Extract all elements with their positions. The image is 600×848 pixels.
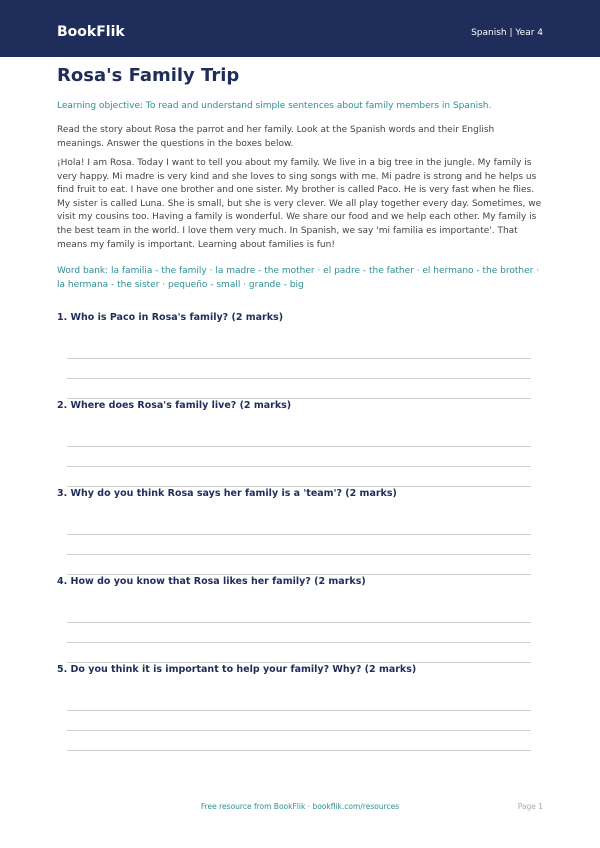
answer-line[interactable] <box>67 486 531 487</box>
header-bar <box>0 0 600 57</box>
learning-objective: Learning objective: To read and understand simple sentences about family members in Spanish. <box>57 101 492 111</box>
answer-line[interactable] <box>67 730 531 731</box>
question-text: 2. Where does Rosa's family live? (2 marks) <box>57 400 292 411</box>
question-2 <box>57 400 543 412</box>
answer-line[interactable] <box>67 710 531 711</box>
word-bank: Word bank: la familia - the family · la madre - the mother · el padre - the father · el hermano - the brother · la hermana - the sister · pequeño - small · grande - big <box>57 266 540 290</box>
answer-line[interactable] <box>67 642 531 643</box>
story-text: ¡Hola! I am Rosa. Today I want to tell you about my family. We live in a big tree in the jungle. My family is very happy. Mi madre is very kind and she loves to sing songs with me. Mi padre is strong and he helps us find fruit to eat. I have one brother and one sister. My brother is called Paco. He is very fast when he flies. My sister is called Luna. She is small, but she is very clever. We all play together every day. Sometimes, we visit my cousins too. Having a family is wonderful. We share our food and we help each other. My family is the best team in the world. I love them very much. In Spanish, we say 'mi familia es importante'. That means my family is important. Learning about families is fun! <box>57 158 542 250</box>
question-3 <box>57 488 543 500</box>
answer-line[interactable] <box>67 662 531 663</box>
answer-line[interactable] <box>67 446 531 447</box>
answer-line[interactable] <box>67 622 531 623</box>
answer-line[interactable] <box>67 398 531 399</box>
answer-line[interactable] <box>67 750 531 751</box>
page-number: Page 1 <box>517 802 543 811</box>
answer-line[interactable] <box>67 554 531 555</box>
page-title: Rosa's Family Trip <box>57 65 240 86</box>
question-1 <box>57 312 543 324</box>
answer-line[interactable] <box>67 358 531 359</box>
answer-line[interactable] <box>67 466 531 467</box>
subject-year-label: Spanish | Year 4 <box>471 28 543 38</box>
brand-logo: BookFlik <box>57 24 125 40</box>
question-text: 1. Who is Paco in Rosa's family? (2 marks) <box>57 312 284 323</box>
footer-credit: Free resource from BookFlik · bookflik.com/resources <box>200 802 400 811</box>
question-text: 5. Do you think it is important to help your family? Why? (2 marks) <box>57 664 417 675</box>
answer-line[interactable] <box>67 574 531 575</box>
question-text: 3. Why do you think Rosa says her family is a 'team'? (2 marks) <box>57 488 397 499</box>
question-5 <box>57 664 543 676</box>
instructions: Read the story about Rosa the parrot and her family. Look at the Spanish words and their English meanings. Answer the questions in the boxes below. <box>57 125 495 149</box>
answer-line[interactable] <box>67 378 531 379</box>
question-text: 4. How do you know that Rosa likes her family? (2 marks) <box>57 576 366 587</box>
question-4 <box>57 576 543 588</box>
answer-line[interactable] <box>67 534 531 535</box>
